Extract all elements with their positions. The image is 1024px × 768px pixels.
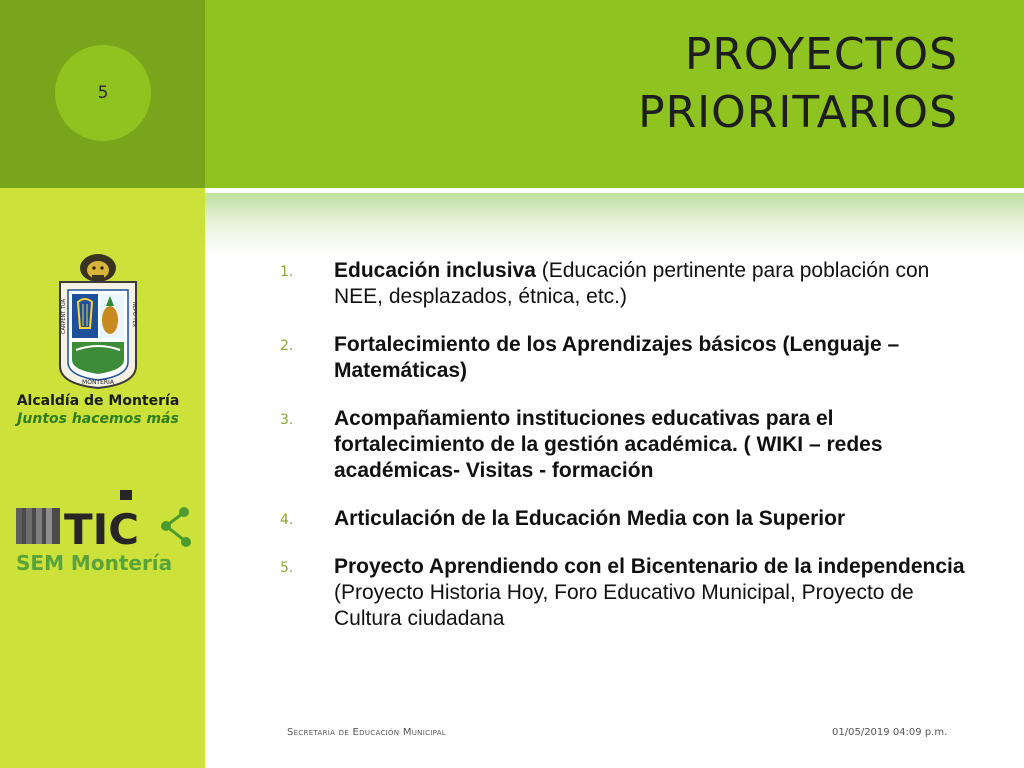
- priority-projects-list: [280, 258, 980, 654]
- mtic-m-icon: [16, 508, 60, 544]
- gradient-band: [205, 193, 1024, 255]
- list-item-number: 1.: [280, 264, 294, 280]
- list-item-text: [334, 554, 980, 632]
- list-item-number: 4.: [280, 512, 294, 528]
- mtic-sem-monteria-logo: [10, 484, 200, 578]
- lion-crest-icon: [80, 254, 116, 282]
- list-item-number: 2.: [280, 338, 294, 354]
- shield-icon: [60, 282, 136, 388]
- list-item-number: 5.: [280, 560, 294, 576]
- slide-number-badge: [55, 45, 151, 141]
- list-item: [280, 332, 980, 384]
- list-item-number: 3.: [280, 412, 294, 428]
- list-item-bold: Acompañamiento instituciones educativas para el fortalecimiento de la gestión académica. ( WIKI – redes académicas- Visitas - formación: [334, 407, 883, 482]
- list-item-text: [334, 406, 980, 484]
- title-line-2: PRIORITARIOS: [638, 87, 958, 138]
- shield-motto-right: NEPO TEX: [131, 302, 137, 328]
- list-item: [280, 406, 980, 484]
- list-item: [280, 258, 980, 310]
- list-item: [280, 506, 980, 532]
- list-item-text: [334, 506, 845, 532]
- list-item-bold: Articulación de la Educación Media con la Superior: [334, 507, 846, 530]
- alcaldia-name: Alcaldía de Montería: [16, 393, 180, 409]
- mtic-dot: [120, 490, 132, 500]
- title-line-1: PROYECTOS: [684, 29, 958, 80]
- title-bar: [205, 0, 1024, 188]
- alcaldia-monteria-logo: [12, 250, 194, 435]
- list-item-bold: Proyecto Aprendiendo con el Bicentenario de la independencia: [334, 555, 965, 578]
- footer-organization: Secretaría de Educación Municipal: [287, 727, 446, 738]
- list-item-bold: Fortalecimiento de los Aprendizajes básicos (Lenguaje – Matemáticas): [334, 333, 900, 382]
- list-item-text: [334, 258, 980, 310]
- slide-title: [638, 26, 958, 142]
- list-item-detail: (Educación pertinente para población con NEE, desplazados, étnica, etc.): [334, 259, 930, 308]
- shield-motto-bottom: MONTERIA: [82, 379, 114, 386]
- list-item: [280, 554, 980, 632]
- network-nodes-icon: [161, 507, 191, 547]
- list-item-text: [334, 332, 980, 384]
- mtic-tic-text: TIC: [64, 505, 140, 554]
- footer-datetime: 01/05/2019 04:09 p.m.: [832, 727, 948, 738]
- alcaldia-slogan: Juntos hacemos más: [17, 411, 179, 427]
- mtic-subtitle: SEM Montería: [16, 551, 173, 575]
- list-item-detail: (Proyecto Historia Hoy, Foro Educativo Municipal, Proyecto de Cultura ciudadana: [334, 581, 914, 630]
- list-item-bold: Educación inclusiva: [334, 259, 536, 282]
- shield-motto-left: CARPENT TUA: [61, 298, 67, 334]
- slide-number: 5: [97, 83, 109, 103]
